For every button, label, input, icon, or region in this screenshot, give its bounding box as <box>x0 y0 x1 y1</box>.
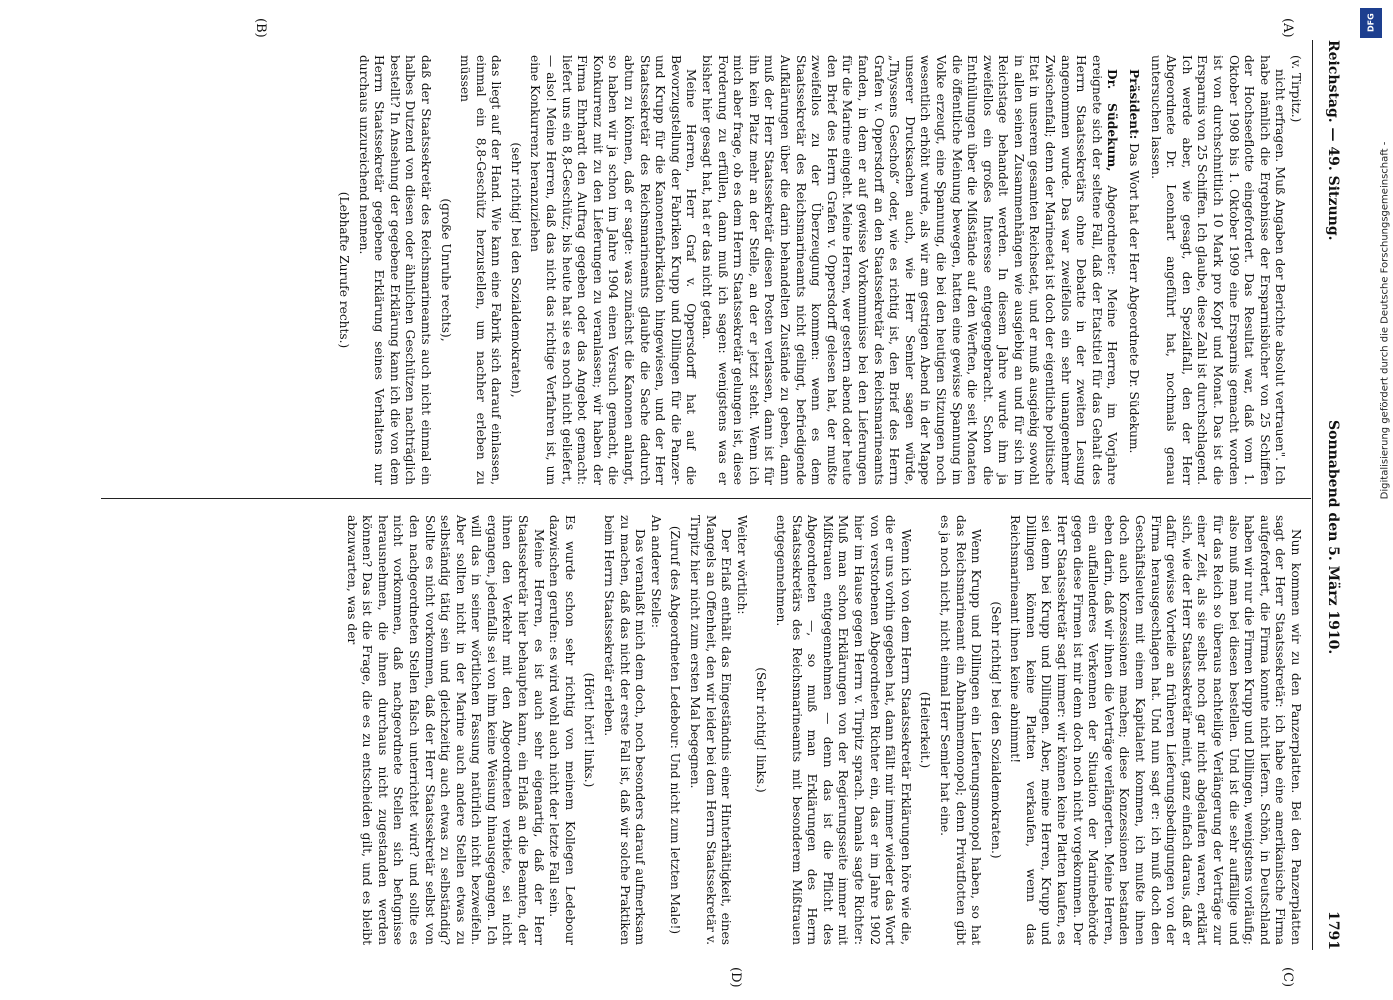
digitization-credit <box>1375 5 1393 625</box>
interjection: (große Unruhe rechts), <box>438 198 453 342</box>
interjection: (sehr richtig! bei den Sozialdemokraten), <box>508 142 523 398</box>
page-number: 1791 <box>1325 911 1341 950</box>
credit-text: Digitalisierung gefördert durch die Deutsche Forschungsgemeinschaft - <box>1379 141 1391 500</box>
paragraph: Nun kommen wir zu den Panzerplatten. Bei den Panzerplatten sagt der Herr Staatssekretär: ich habe eine amerikanische Firma aufgefordert, die Firma konnte nicht liefern. Schön, in Deutschland haben wir nur die Firmen Krupp und Dillingen, wenigstens vorläufig; also muß man bei diesen bestellen. Und ist die sehr auffällige und für das Reich so überaus nachteilige Verlängerung der Verträge zur einer Zeit, als sie selbst noch gar nicht abgelaufen waren, erklärt sich, wie der Herr Staatssekretär meint, ganz einfach daraus, daß er dafür gewisse Vorteile an früheren Lieferungsbedingungen von der Firma herausgeschlagen hat. Und nun sagt er: ich muß doch den Geschäftsleuten mit einem Kapitalent kommen, ich mußte ihnen doch auch Konzessionen machen; diese Konzessionen bestanden eben darin, daß wir ihnen die Verträge verlängerten. Meine Herren, ein auffallenderes Verkennen der Situation der Marinebehörde gegen diese Firmen ist mir denn doch noch nicht vorgekommen. Der Herr Staatssekretär sagt immer: wir können keine Platten kaufen, es sei denn bei Krupp und Dillingen. Aber, meine Herren, Krupp und Dillingen können keine Platten verkaufen, wenn das Reichsmarineamt ihnen keine abnimmt! <box>1008 515 1303 945</box>
paragraph: Weiter wörtlich: <box>734 515 749 615</box>
column-divider <box>101 498 1311 499</box>
paragraph: An anderer Stelle: <box>648 515 663 628</box>
interjection: (Sehr richtig! links.) <box>754 667 769 793</box>
dfg-logo: DFG <box>1360 8 1382 38</box>
quotation: Der Erlaß enthält das Eingeständnis einer Hinterhältigkeit, eines Mangels an Offenheit, den wir leider bei dem Herrn Staatssekretär v. Tirpitz hier nicht zum ersten Mal begegnen. <box>688 515 734 945</box>
header-date: Sonnabend den 5. März 1910. <box>1325 420 1341 655</box>
paragraph: daß der Staatssekretär des Reichsmarineamts auch nicht einmal ein halbes Dutzend von diesen oder ähnlichen Geschützen nachträglich bestellt? In Ansehung der gegebene Erklärung kann ich die von dem Herrn Staatssekretär gegebene Erklärung seines Verhaltens nur durchaus unzureichend nennen. <box>356 55 433 485</box>
interjection: (Lebhafte Zurufe rechts.) <box>336 191 351 349</box>
right-column <box>103 515 1303 945</box>
margin-marker-b: (B) <box>253 18 268 38</box>
page-header <box>1317 40 1341 950</box>
paragraph: Meine Herren, es ist auch sehr eigenartig, daß der Herr Staatssekretär hier behaupten kann, ein Erlaß an die Beamten, der ihnen den Verkehr mit den Abgeordneten verbiete, sei nicht ergangen, jedenfalls sei von ihm keine Weisung hinausgegangen. Ich will das in seiner wörtlichen Fassung natürlich nicht bezweifeln. Aber sollten nicht in der Marine auch andere Stellen etwas zu selbständig tätig sein und gleichzeitig auch etwas zu selbständig? Sollte es nicht vorkommen, daß der Herr Staatssekretär selbst von den nachgeordneten Stellen falsch unterrichtet wird? und sollte es nicht vorkommen, daß nachgeordnete Stellen sich befugnisse herausnehmen, die ihnen durchaus nicht zugestanden werden können? Das ist die Frage, die es zu entscheiden gilt, und es bleibt abzuwarten, was der <box>344 515 546 945</box>
paragraph: Meine Herren, Herr Graf v. Oppersdorff hat auf die Bevorzugstellung der Fabriken Krupp und Dillingen für die Panzer- und Krupp für die Kanonenfabrikation hingewiesen, und der Herr Staatssekretär des Reichsmarineamts glaubte die Sache dadurch abtun zu können, daß er sagte: was zunächst die Kanonen anlangt, so haben wir ja schon im Jahre 1904 einen Versuch gemacht, die Konkurrenz mit zu den Lieferungen zu veranlassen; wir haben der Firma Ehrhardt den Auftrag gegeben oder das Angebot gemacht: liefert uns ein 8,8-Geschütz; bis heute hat sie es noch nicht geliefert, — also! Meine Herren, daß das nicht das richtige Verfahren ist, um eine Konkurrenz heranzuziehen <box>528 55 699 485</box>
paragraph: das liegt auf der Hand. Wie kann eine Fabrik sich darauf einlassen, einmal ein 8,8-Geschütz herzustellen, um nachher erleben zu müssen <box>458 55 504 485</box>
interjection: (Sehr richtig! bei den Sozialdemokraten.) <box>988 601 1003 859</box>
interjection: (Zuruf des Abgeordneten Ledebour: Und nicht zum letzten Male!) <box>668 525 683 935</box>
paragraph: Das Wort hat der Herr Abgeordnete Dr. Südekum. <box>1127 143 1142 454</box>
speaker-note: (v. Tirpitz.) <box>1289 55 1303 123</box>
margin-marker-d: (D) <box>728 967 743 988</box>
paragraph: Abgeordneter: Meine Herren, im Vorjahre ereignete sich der seltene Fall, daß der Etatstitel für das Gehalt des Herrn Staatssekretärs ohne Debatte in der zweiten Lesung angenommen wurde. Das war zweifellos ein sehr unangenehmer Zwischenfall; denn der Marineetat ist doch der eigentliche politische Etat in unserem gesamten Reichsetat, und er muß ausgiebig sowohl in allen seinen Zusammenhängen wie ausgiebig an und für sich im Reichstage behandelt werden. In diesem Jahre wurde ihm ja zweifellos ein großes Interesse entgegengebracht. Schon die Enthüllungen über die Mißstände auf den Werften, die seit Monaten die öffentliche Meinung bewegen, hatten eine gewisse Spannung im Volke erzeugt, eine Spannung, die bei den heutigen Sitzungen noch wesentlich erhöht wurde, als wir am gestrigen Abend in der Mappe unserer Drucksachen auch, wie Herr Semler sagen würde, „Thyssens Geschoß“ oder, wie es richtig ist, den Brief des Herrn Grafen v. Oppersdorff an den Staatssekretär des Reichsmarineamts fanden, in dem er auf gewisse Vorkommnisse bei den Lieferungen für die Marine eingeht. Meine Herren, wer gestern abend oder heute den Brief des Herrn Grafen v. Oppersdorff gelesen hat, der mußte zweifellos zu der Überzeugung kommen: wenn es dem Staatssekretär des Reichsmarineamts nicht gelingt, befriedigende Aufklärungen über die darin behandelten Zustände zu geben, dann muß der Herr Staatssekretär diesen Posten verlassen, dann ist für ihn kein Platz mehr an der Stelle, an der er jetzt steht. Wenn ich mich aber frage, ob es dem Herrn Staatssekretär gelungen ist, diese Forderung zu erfüllen, dann muß ich sagen: wenigstens was er bisher hier gesagt hat, hat er das nicht getan. <box>700 55 1120 485</box>
header-rule <box>1312 40 1313 950</box>
header-left: Reichstag. — 49. Sitzung. <box>1325 40 1341 241</box>
left-column <box>103 55 1303 485</box>
speaker-name: Dr. Südekum, <box>1105 69 1120 172</box>
quotation: Das veranlaßt mich dem doch, noch besonders darauf aufmerksam zu machen, daß das nicht der erste Fall ist, daß wir solche Praktiken beim Herrn Staatssekretär erleben. <box>602 515 648 945</box>
interjection: (Hört! hört! links.) <box>582 672 597 788</box>
speaker-name: Präsident: <box>1127 69 1142 140</box>
paragraph: Es wurde schon sehr richtig von meinem Kollegen Ledebour dazwischen gerufen: es wird wohl auch nicht der letzte Fall sein. <box>547 515 577 945</box>
paragraph: Wenn ich von dem Herrn Staatssekretär Erklärungen höre wie die, die er uns vorhin gegeben hat, dann fällt mir immer wieder das Wort von verstorbenen Abgeordneten Richter ein, das er im Jahre 1902 hier im Hause gegen Herrn v. Tirpitz sprach. Damals sagte Richter: Muß man schon Erklärungen von der Regierungsseite immer mit Mißtrauen entgegennehmen — denn das ist die Pflicht des Abgeordneten —, so muß man Erklärungen des Herrn Staatssekretärs des Reichsmarineamts mit besonderem Mißtrauen entgegennehmen. <box>774 515 913 945</box>
paragraph: nicht erfragen. Muß Angaben der Berichte absolut vertrauen". Ich habe nämlich die Ergebnisse der Ersparnisbücher von 25 Schiffen der Hochseeflotte eingefordert. Das Resultat war, daß vom 1. Oktober 1908 bis 1. Oktober 1909 eine Ersparnis gemacht worden ist von durchschnittlich 10 Mark pro Kopf und Monat. Das ist die Ersparnis von 25 Schiffen. Ich glaube, diese Zahl ist durchschlagend. Ich werde aber, wie gesagt, den Spezialfall, den der Herr Abgeordnete Dr. Leonhart angeführt hat, nochmals genau untersuchen lassen. <box>1148 55 1288 485</box>
margin-marker-c: (C) <box>1280 967 1295 988</box>
margin-marker-a: (A) <box>1280 18 1295 38</box>
paragraph: Wenn Krupp und Dillingen ein Lieferungsmonopol haben, so hat das Reichsmarineamt ein Abnahmemonopol; denn Privatflotten gibt es ja noch nicht, nicht einmal Herr Semler hat eine. <box>937 515 984 945</box>
interjection: (Heiterkeit.) <box>918 691 933 769</box>
